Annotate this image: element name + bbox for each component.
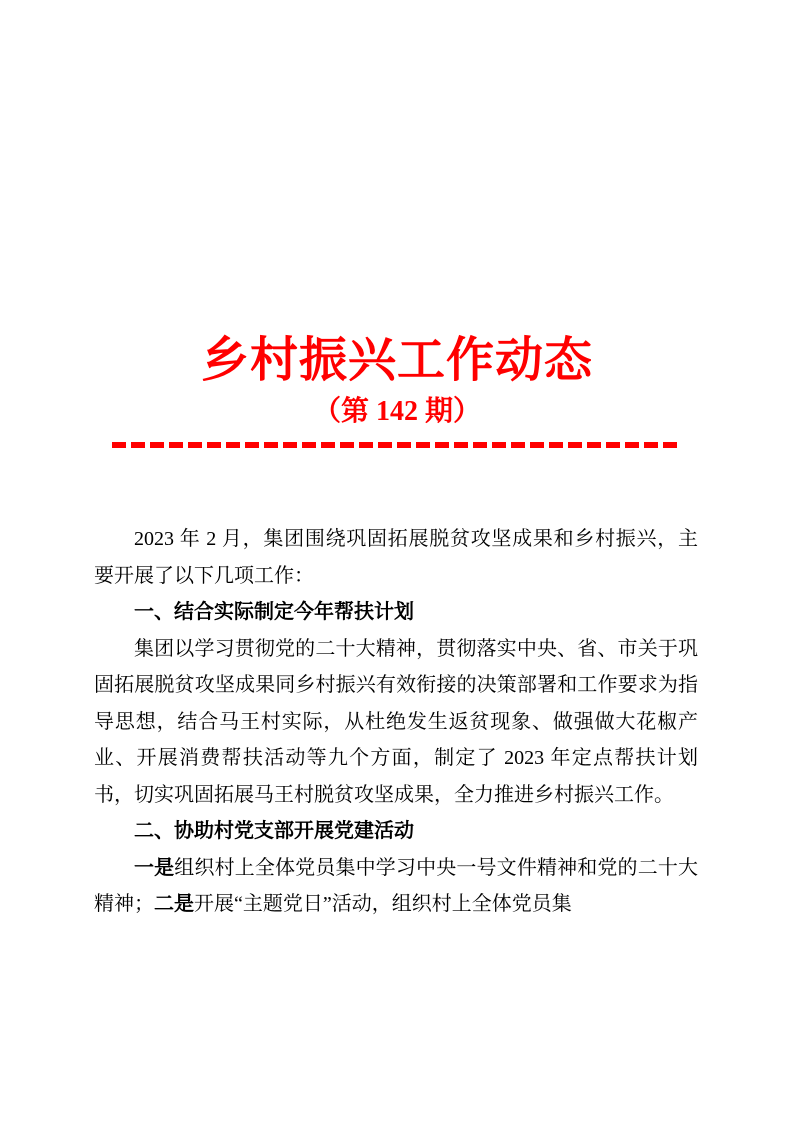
section-1-paragraph <box>94 631 698 814</box>
section-1-paragraph-text: 集团以学习贯彻党的二十大精神，贯彻落实中央、省、市关于巩固拓展脱贫攻坚成果同乡村振兴有效衔接的决策部署和工作要求为指导思想，结合马王村实际，从杜绝发生返贫现象、做强做大花椒产业、开展消费帮扶活动等九个方面，制定了 2023 年定点帮扶计划书，切实巩固拓展马王村脱贫攻坚成果，全力推进乡村振兴工作。 <box>94 637 698 806</box>
section-1-heading: 一、结合实际制定今年帮扶计划 <box>134 601 414 623</box>
issue-number: （第 142 期） <box>312 396 481 427</box>
document-body <box>94 521 698 923</box>
emphasis-run-second: 二是 <box>154 893 194 915</box>
document-title: 乡村振兴工作动态 <box>200 334 593 387</box>
red-dashed-divider <box>112 442 682 448</box>
section-2-heading: 二、协助村党支部开展党建活动 <box>134 820 414 842</box>
intro-paragraph: 2023 年 2 月，集团围绕巩固拓展脱贫攻坚成果和乡村振兴，主要开展了以下几项工作： <box>94 528 698 587</box>
text-run-first: 组织村上全体党员集中学习中央一号文件精神和党的二十大精神； <box>94 856 699 915</box>
document-header <box>0 0 794 448</box>
section-2-paragraph <box>94 850 698 923</box>
emphasis-run-first: 一是 <box>134 856 175 879</box>
text-run-second: 开展“主题党日”活动，组织村上全体党员集 <box>194 893 572 915</box>
